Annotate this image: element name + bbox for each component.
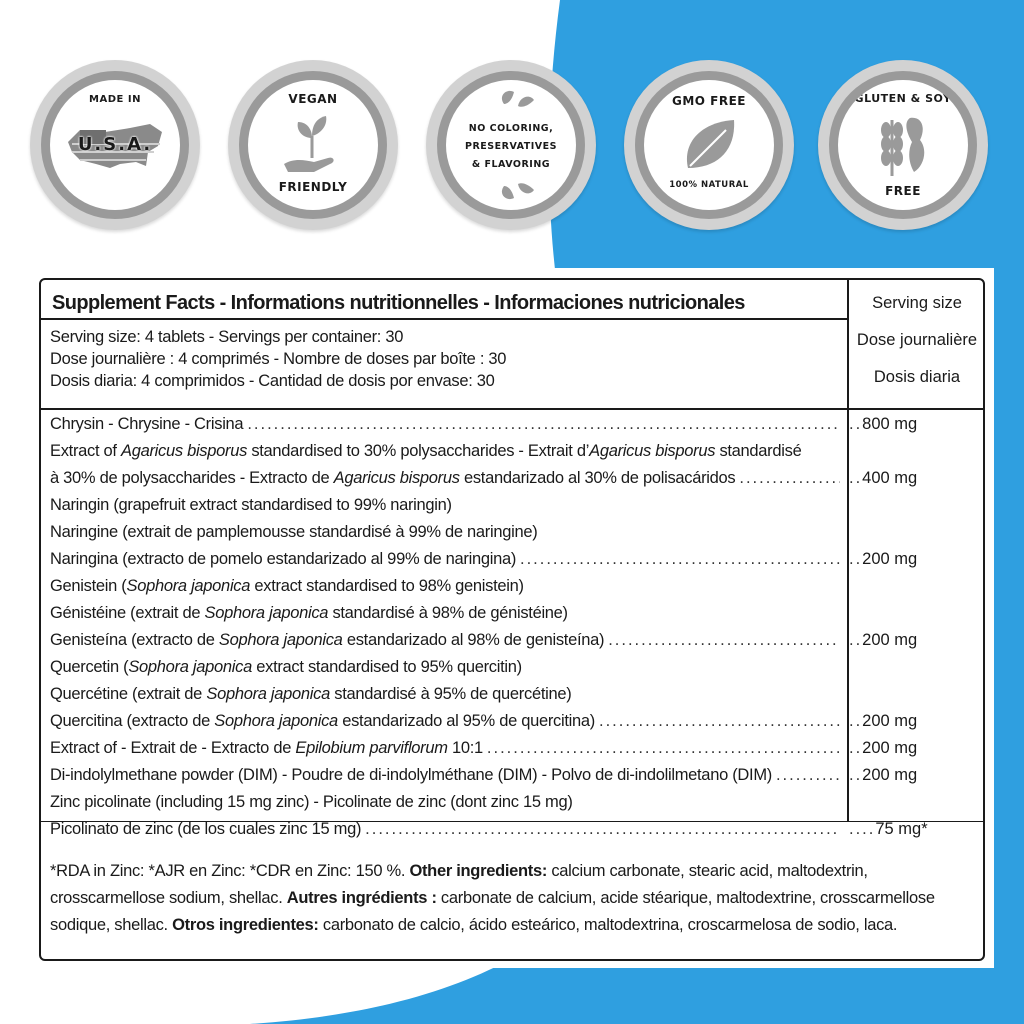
serving-line-en: Serving size: 4 tablets - Servings per container: 30 bbox=[50, 328, 404, 346]
ingredient-genistein-line1: Genistein (Sophora japonica extract standardised to 98% genistein) bbox=[50, 577, 524, 595]
serving-size-header: Serving size bbox=[872, 294, 962, 312]
ingredient-naringin-line1: Naringin (grapefruit extract standardised to 99% naringin) bbox=[50, 496, 452, 514]
amount-quercetin: ..200 mg bbox=[849, 712, 918, 730]
ingredient-row-chrysin: Chrysin - Chrysine - Crisina ..... bbox=[50, 411, 840, 438]
badge-bottom-text: FRIENDLY bbox=[278, 180, 348, 194]
ingredient-quercetin-line2: Quercétine (extrait de Sophora japonica standardisé à 95% de quercétine) bbox=[50, 685, 572, 703]
badge-bottom-text: FREE bbox=[885, 184, 921, 198]
amount-epilobium: ..200 mg bbox=[849, 739, 918, 757]
serving-line-fr: Dose journalière : 4 comprimés - Nombre de doses par boîte : 30 bbox=[50, 350, 507, 368]
ingredient-row-genistein: Genisteína (extracto de Sophora japonica estandarizado al 98% de genisteína) ..... bbox=[50, 627, 840, 654]
badge-made-in-usa bbox=[30, 60, 200, 230]
badge-line-1: NO COLORING, bbox=[468, 123, 554, 134]
badge-main-text: U.S.A. bbox=[77, 134, 153, 155]
dose-header: Dose journalière bbox=[856, 331, 978, 349]
amount-agaricus: ..400 mg bbox=[849, 469, 918, 487]
amount-naringin: ..200 mg bbox=[849, 550, 918, 568]
ingredient-zinc-line1: Zinc picolinate (including 15 mg zinc) - Picolinate de zinc (dont zinc 15 mg) bbox=[50, 793, 573, 811]
supplement-facts-panel bbox=[30, 268, 994, 968]
ingredient-row-quercetin: Quercitina (extracto de Sophora japonica estandarizado al 95% de quercitina) ..... bbox=[50, 708, 840, 735]
serving-line-es: Dosis diaria: 4 comprimidos - Cantidad de dosis por envase: 30 bbox=[50, 372, 495, 390]
title-divider bbox=[41, 318, 847, 320]
badge-line-3: & FLAVORING bbox=[471, 159, 551, 170]
amount-zinc: ....75 mg* bbox=[849, 820, 928, 838]
badge-top-text: GMO FREE bbox=[671, 94, 746, 108]
ingredient-row-zinc: Picolinato de zinc (de los cuales zinc 15 mg) ..... bbox=[50, 816, 840, 843]
ingredient-row-epilobium: Extract of - Extrait de - Extracto de Epilobium parviflorum 10:1 ..... bbox=[50, 735, 840, 762]
ingredient-row-naringin: Naringina (extracto de pomelo estandarizado al 99% de naringina) ..... bbox=[50, 546, 840, 573]
badge-gluten-soy-free bbox=[818, 60, 988, 230]
amount-genistein: ..200 mg bbox=[849, 631, 918, 649]
badge-line-2: PRESERVATIVES bbox=[465, 141, 557, 152]
other-ingredients-note: *RDA in Zinc: *AJR en Zinc: *CDR en Zinc: 150 %. Other ingredients: calcium carbonate, stearic acid, maltodextrin, crosscarmellose sodium, shellac. Autres ingrédients : carbonate de calcium, acide stéarique, maltodextrine, crosscarmellose sodique, shellac. Otros ingredientes: carbonato de calcio, ácido esteárico, maltodextrina, croscarmelosa de sodio, laca. bbox=[50, 862, 935, 934]
amount-dim: ..200 mg bbox=[849, 766, 918, 784]
facts-table bbox=[39, 278, 985, 961]
dosis-header: Dosis diaria bbox=[873, 368, 961, 386]
badge-bottom-text: 100% NATURAL bbox=[669, 180, 749, 190]
badge-vegan-friendly bbox=[228, 60, 398, 230]
ingredient-row-dim: Di-indolylmethane powder (DIM) - Poudre de di-indolylméthane (DIM) - Polvo de di-indolilmetano (DIM) ..... bbox=[50, 762, 840, 789]
ingredient-row-agaricus: à 30% de polysaccharides - Extracto de Agaricus bisporus estandarizado al 30% de polisacáridos ..... bbox=[50, 465, 840, 492]
badge-no-coloring bbox=[426, 60, 596, 230]
facts-title: Supplement Facts - Informations nutritionnelles - Informaciones nutricionales bbox=[52, 292, 745, 314]
amount-chrysin: ..800 mg bbox=[849, 415, 918, 433]
ingredient-quercetin-line1: Quercetin (Sophora japonica extract standardised to 95% quercitin) bbox=[50, 658, 522, 676]
ingredient-naringin-line2: Naringine (extrait de pamplemousse standardisé à 99% de naringine) bbox=[50, 523, 538, 541]
badge-top-text: GLUTEN & SOY bbox=[854, 92, 952, 105]
ingredient-agaricus-line1: Extract of Agaricus bisporus standardised to 30% polysaccharides - Extrait d’Agaricus bisporus standardisé bbox=[50, 442, 802, 460]
badge-gmo-free bbox=[624, 60, 794, 230]
badge-top-text: MADE IN bbox=[89, 94, 141, 105]
ingredient-genistein-line2: Génistéine (extrait de Sophora japonica standardisé à 98% de génistéine) bbox=[50, 604, 568, 622]
badge-top-text: VEGAN bbox=[288, 92, 338, 106]
serving-divider bbox=[41, 408, 983, 410]
